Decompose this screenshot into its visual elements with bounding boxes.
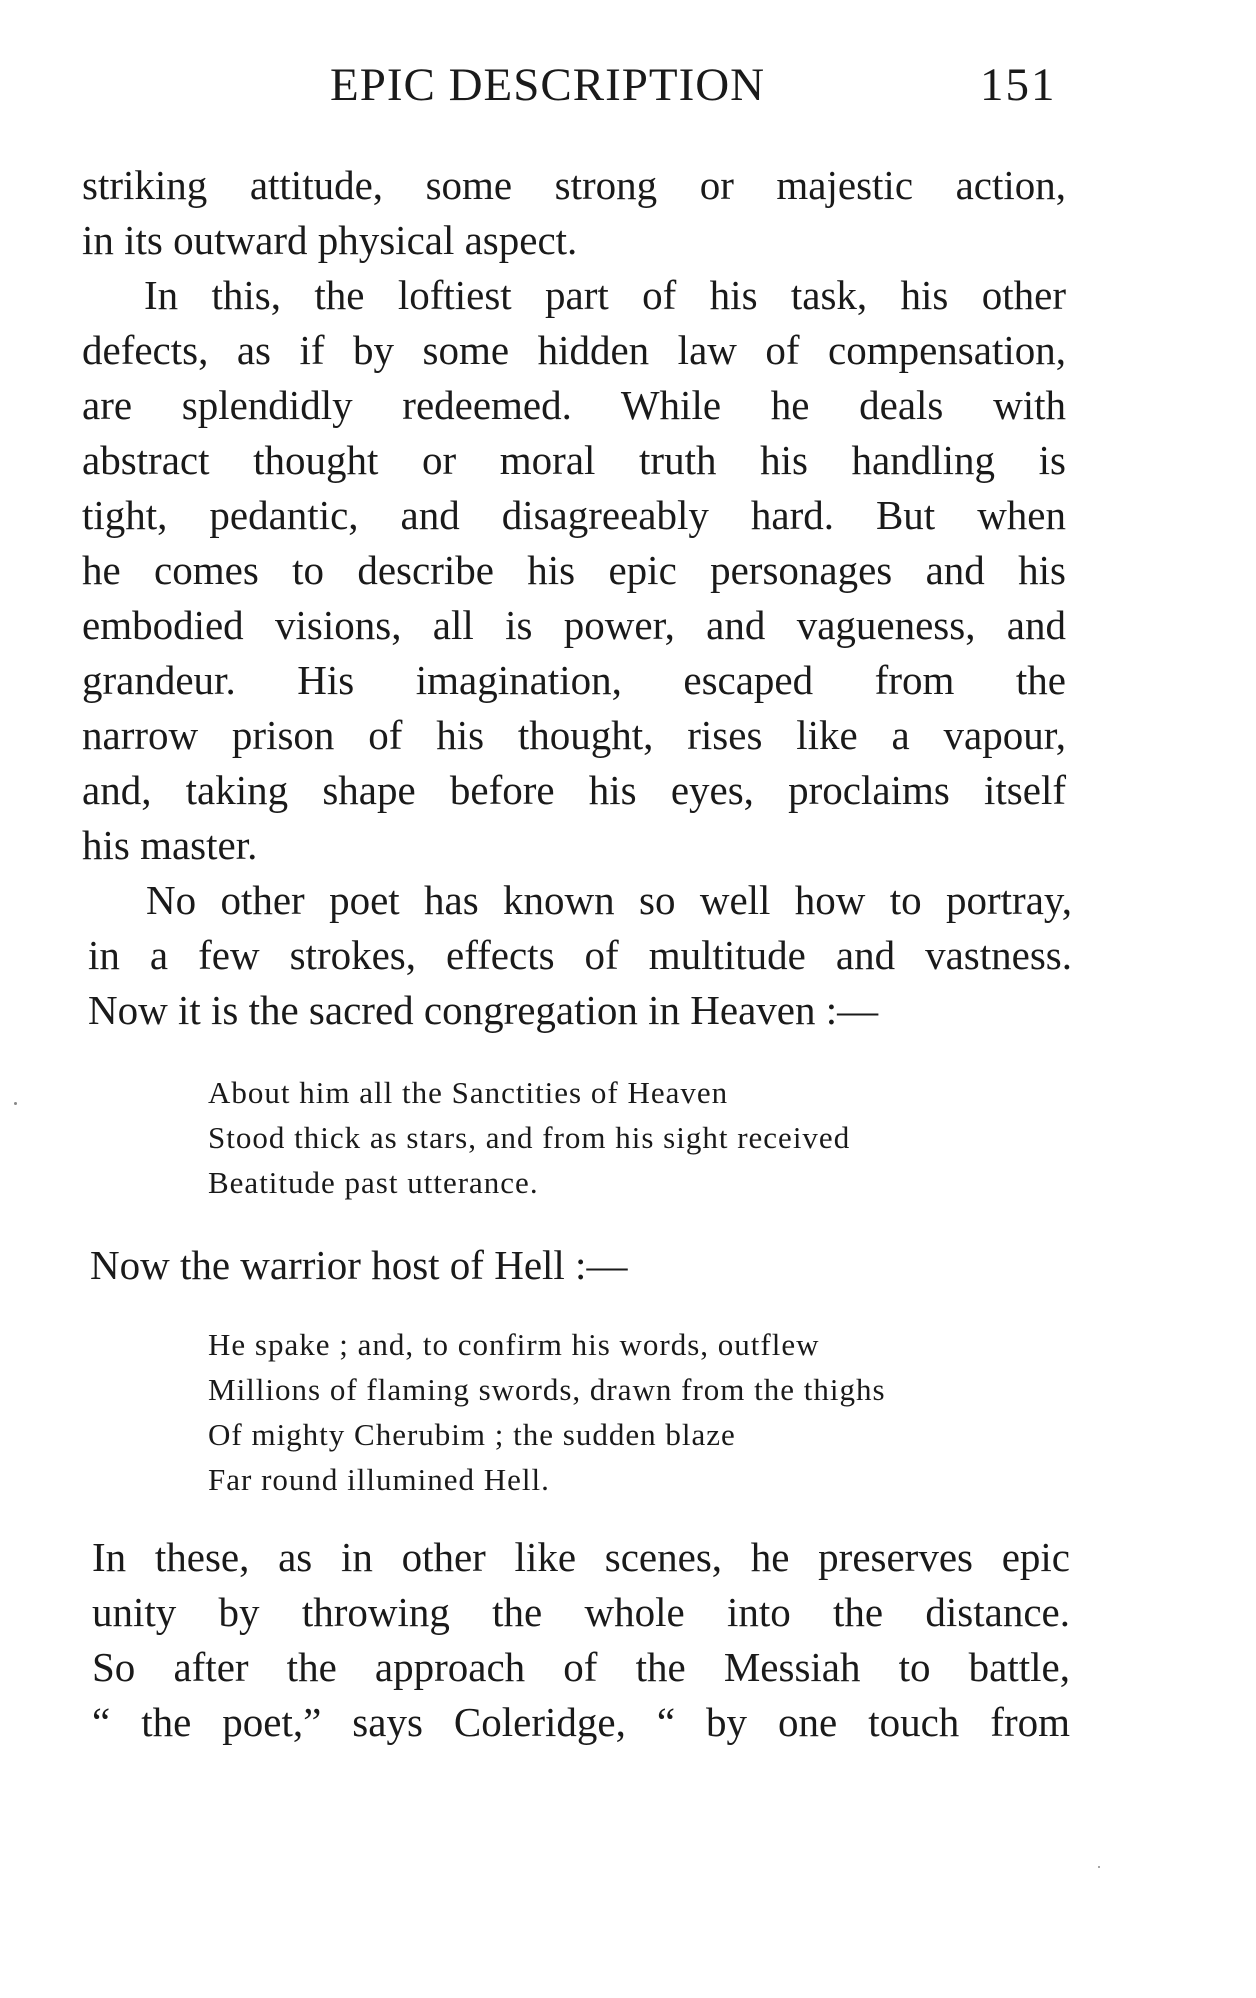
text-line: Now the warrior host of Hell :— [90,1242,628,1288]
text-line: Now it is the sacred congregation in Heaven :— [88,987,879,1033]
text-line: tight, pedantic, and disagreeably hard. But when [82,492,1066,538]
verse-quotation-heaven [208,1070,850,1205]
paragraph-multitude [88,873,1072,1038]
scan-speck [14,1102,17,1105]
text-line: In this, the loftiest part of his task, his other [144,272,1066,318]
verse-line: Beatitude past utterance. [208,1165,539,1200]
verse-line: He spake ; and, to confirm his words, outflew [208,1327,820,1362]
text-line: narrow prison of his thought, rises like a vapour, [82,712,1066,758]
paragraph-loftiest-part [82,268,1066,873]
verse-line: About him all the Sanctities of Heaven [208,1075,729,1110]
text-line: unity by throwing the whole into the distance. [92,1589,1070,1635]
text-line: “ the poet,” says Coleridge, “ by one touch from [92,1699,1070,1745]
text-line: and, taking shape before his eyes, proclaims itself [82,767,1066,813]
text-line: So after the approach of the Messiah to battle, [92,1644,1070,1690]
paragraph-warrior-host [90,1238,1074,1293]
text-line: he comes to describe his epic personages and his [82,547,1066,593]
paragraph-continuation [82,158,1066,268]
page-number: 151 [980,59,1057,111]
text-line: abstract thought or moral truth his handling is [82,437,1066,483]
verse-quotation-hell [208,1322,886,1502]
scan-speck [1098,1866,1100,1868]
text-line: In these, as in other like scenes, he preserves epic [92,1534,1070,1580]
verse-line: Far round illumined Hell. [208,1462,550,1497]
paragraph-epic-unity [92,1530,1070,1750]
verse-line: Of mighty Cherubim ; the sudden blaze [208,1417,736,1452]
verse-line: Millions of flaming swords, drawn from the thighs [208,1372,886,1407]
text-line: his master. [82,822,258,868]
text-line: No other poet has known so well how to portray, [146,877,1072,923]
text-line: grandeur. His imagination, escaped from the [82,657,1066,703]
text-line: in a few strokes, effects of multitude and vastness. [88,932,1072,978]
text-line: embodied visions, all is power, and vagueness, and [82,602,1066,648]
text-line: striking attitude, some strong or majestic action, [82,162,1066,208]
running-title: EPIC DESCRIPTION [330,59,766,111]
text-line: are splendidly redeemed. While he deals with [82,382,1066,428]
text-line: defects, as if by some hidden law of compensation, [82,327,1066,373]
text-line: in its outward physical aspect. [82,217,578,263]
verse-line: Stood thick as stars, and from his sight received [208,1120,851,1155]
